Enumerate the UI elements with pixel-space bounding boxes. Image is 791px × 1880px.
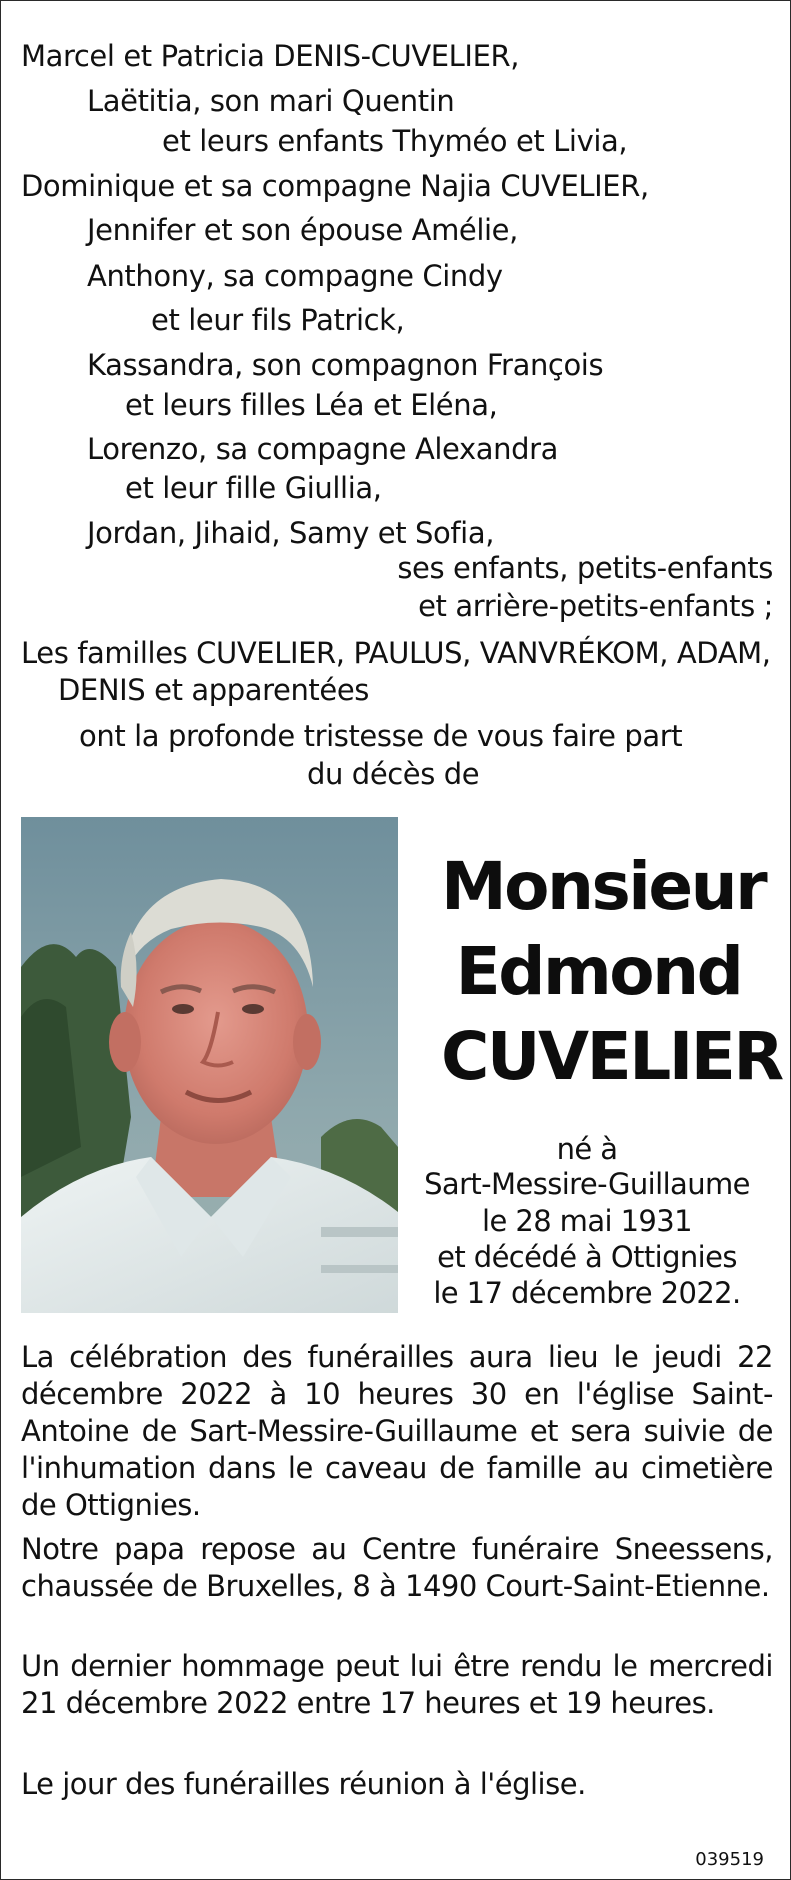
- header-line-6: Anthony, sa compagne Cindy: [87, 259, 503, 293]
- header-line-13: ses enfants, petits-enfants: [397, 551, 773, 585]
- header-line-1: Marcel et Patricia DENIS-CUVELIER,: [21, 39, 520, 73]
- header-line-4: Dominique et sa compagne Najia CUVELIER,: [21, 169, 649, 203]
- birth-line-2: Sart-Messire-Guillaume: [424, 1167, 750, 1201]
- tribute-paragraph: Un dernier hommage peut lui être rendu le mercredi 21 décembre 2022 entre 17 heures et 19 heures.: [21, 1649, 773, 1720]
- header-line-5: Jennifer et son épouse Amélie,: [87, 213, 518, 247]
- header-line-8: Kassandra, son compagnon François: [87, 348, 604, 382]
- header-line-16: DENIS et apparentées: [58, 673, 369, 707]
- visitation-paragraph: Notre papa repose au Centre funéraire Sneessens, chaussée de Bruxelles, 8 à 1490 Court-Saint-Etienne.: [21, 1532, 773, 1603]
- funeral-paragraph: La célébration des funérailles aura lieu le jeudi 22 décembre 2022 à 10 heures 30 en l'église Saint-Antoine de Sart-Messire-Guillaume et sera suivie de l'inhumation dans le caveau de famille au cimetière de Ottignies.: [21, 1340, 773, 1522]
- header-line-18: du décès de: [307, 757, 480, 791]
- header-line-9: et leurs filles Léa et Eléna,: [125, 388, 498, 422]
- birth-line-3: le 28 mai 1931: [482, 1204, 692, 1238]
- portrait-photo: [21, 817, 398, 1313]
- death-line-1: et décédé à Ottignies: [437, 1240, 737, 1274]
- header-line-15: Les familles CUVELIER, PAULUS, VANVRÉKOM, ADAM,: [21, 636, 771, 670]
- deceased-last-name: CUVELIER: [441, 1018, 782, 1095]
- header-line-14: et arrière-petits-enfants ;: [418, 589, 773, 623]
- reference-number: 039519: [695, 1849, 764, 1870]
- deceased-title: Monsieur: [441, 848, 766, 925]
- header-line-10: Lorenzo, sa compagne Alexandra: [87, 432, 559, 466]
- header-line-7: et leur fils Patrick,: [151, 303, 405, 337]
- death-line-2: le 17 décembre 2022.: [433, 1276, 741, 1310]
- birth-line-1: né à: [556, 1132, 618, 1166]
- header-line-3: et leurs enfants Thyméo et Livia,: [162, 124, 628, 158]
- header-line-17: ont la profonde tristesse de vous faire part: [79, 719, 683, 753]
- header-line-11: et leur fille Giullia,: [125, 471, 382, 505]
- header-line-12: Jordan, Jihaid, Samy et Sofia,: [87, 516, 495, 550]
- header-line-2: Laëtitia, son mari Quentin: [87, 84, 455, 118]
- deceased-first-name: Edmond: [455, 933, 742, 1010]
- meeting-paragraph: Le jour des funérailles réunion à l'église.: [21, 1767, 586, 1801]
